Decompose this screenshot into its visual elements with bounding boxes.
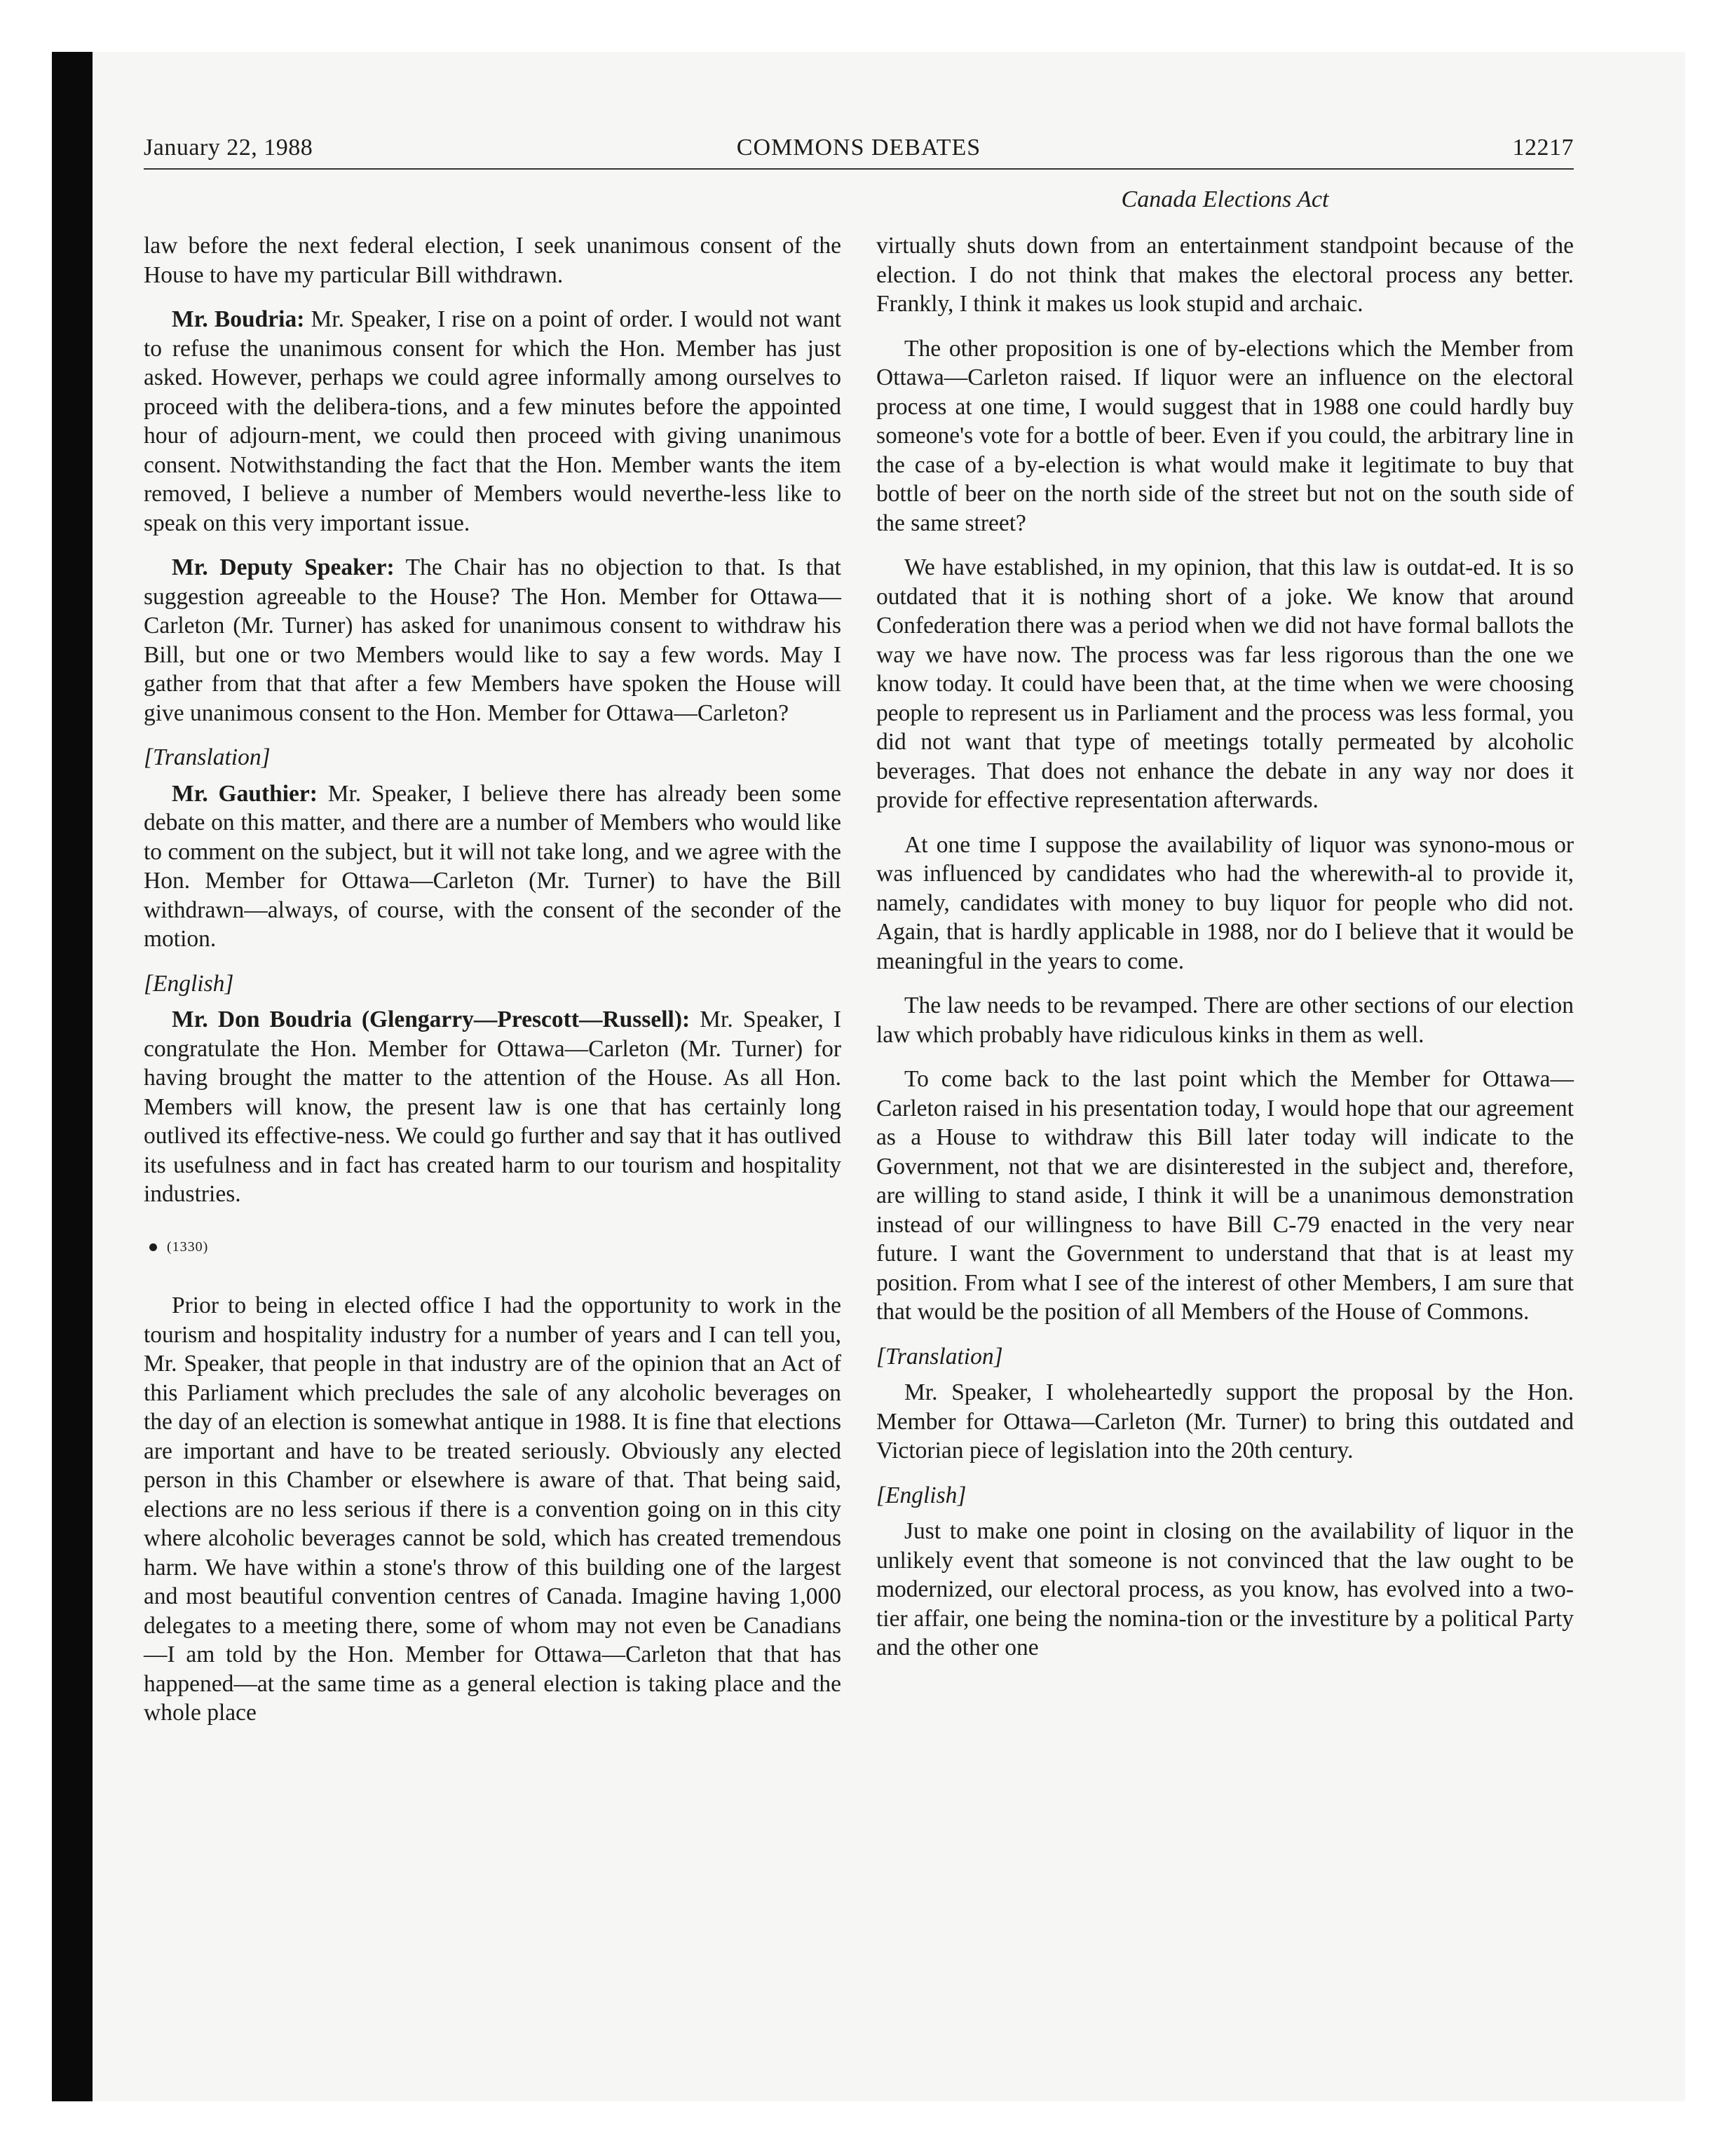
paragraph: The law needs to be revamped. There are other sections of our election law which probably have ridiculous kinks in them as well. [876, 992, 1574, 1048]
paragraph: law before the next federal election, I seek unanimous consent of the House to have my particular Bill withdrawn. [144, 233, 841, 288]
paragraph: virtually shuts down from an entertainment standpoint because of the election. I do not think that makes the electoral process any better. Frankly, I think it makes us look stupid and archaic. [876, 233, 1574, 317]
speaker-name: Mr. Gauthier: [172, 780, 318, 807]
subject-heading: Canada Elections Act [1121, 186, 1329, 212]
header-rule [144, 168, 1574, 170]
time-marker [144, 1233, 841, 1262]
language-tag-text: [Translation] [876, 1343, 1003, 1370]
language-tag [876, 1481, 1574, 1510]
speaker-name: Mr. Don Boudria (Glengarry—Prescott—Russell): [172, 1007, 690, 1032]
header-journal-title: COMMONS DEBATES [736, 135, 981, 161]
speaker-name: Mr. Deputy Speaker: [172, 554, 395, 580]
paragraph: Mr. Speaker, I wholeheartedly support the proposal by the Hon. Member for Ottawa—Carleton (Mr. Turner) to bring this outdated and Victorian piece of legislation into the 20th century. [876, 1379, 1574, 1464]
language-tag [876, 1342, 1574, 1372]
paragraph: At one time I suppose the availability of liquor was synono-mous or was influenced by candidates who had the wherewith-al to provide it, namely, candidates with money to buy liquor for people who did not. Again, that is hardly applicable in 1988, nor do I believe that it would be meaningful in the years to come. [876, 831, 1574, 974]
paragraph: The other proposition is one of by-elections which the Member from Ottawa—Carleton raised. If liquor were an influence on the electoral process at one time, I would suggest that in 1988 one could hardly buy someone's vote for a bottle of beer. Even if you could, the arbitrary line in the case of a by-election is what would make it legitimate to buy that bottle of beer on the north side of the street but not on the south side of the same street? [876, 335, 1574, 536]
bullet-icon [149, 1243, 157, 1251]
paragraph: Prior to being in elected office I had the opportunity to work in the tourism and hospitality industry for a number of years and I can tell you, Mr. Speaker, that people in that industry are of the opinion that an Act of this Parliament which precludes the sale of any alcoholic beverages on the day of an election is somewhat antique in 1988. It is fine that elections are important and have to be treated seriously. Obviously any elected person in this Chamber or elsewhere is aware of that. That being said, elections are no less serious if there is a convention going on in this city where alcoholic beverages cannot be sold, which has created tremendous harm. We have within a stone's throw of this building one of the largest and most beautiful convention centres of Canada. Imagine having 1,000 delegates to a meeting there, some of whom may not even be Canadians—I am told by the Hon. Member for Ottawa—Carleton that that has happened—at the same time as a general election is taking place and the whole place [144, 1292, 841, 1726]
binding-shadow [52, 52, 93, 2101]
paragraph [144, 305, 841, 538]
language-tag [144, 969, 841, 999]
language-tag-text: [Translation] [144, 744, 271, 770]
paragraph: Just to make one point in closing on the availability of liquor in the unlikely event that someone is not convinced that the law ought to be modernized, our electoral process, as you know, has evolved into a two-tier affair, one being the nomina-tion or the investiture by a political Party and the other one [876, 1518, 1574, 1660]
paragraph [144, 553, 841, 728]
paragraph: We have established, in my opinion, that this law is outdat-ed. It is so outdated that it is nothing short of a joke. We know that around Confederation there was a period when we did not have formal ballots the way we have now. The process was far less rigorous than the one we know today. It could have been that, at the time when we were choosing people to represent us in Parliament and the process was less formal, you did not want that type of meetings totally permeated by alcoholic beverages. That does not enhance the debate in any way nor does it provide for effective representation afterwards. [876, 554, 1574, 813]
speech-text: Mr. Speaker, I rise on a point of order. I would not want to refuse the unanimous consent for which the Hon. Member has just asked. However, perhaps we could agree informally among ourselves to proceed with the delibera-tions, and a few minutes before the appointed hour of adjourn-ment, we could then proceed with giving unanimous consent. Notwithstanding the fact that the Hon. Member wants the item removed, I believe a number of Members would neverthe-less like to speak on this very important issue. [144, 306, 841, 536]
left-column [144, 231, 841, 1743]
paragraph: To come back to the last point which the Member for Ottawa—Carleton raised in his presentation today, I would hope that our agreement as a House to withdraw this Bill later today will indicate to the Government, not that we are disinterested in the subject and, therefore, are willing to stand aside, I think it will be a unanimous demonstration instead of our willingness to have Bill C-79 enacted in the very near future. I want the Government to understand that that is at least my position. From what I see of the interest of other Members, I am sure that that would be the position of all Members of the House of Commons. [876, 1066, 1574, 1325]
speech-text: The Chair has no objection to that. Is that suggestion agreeable to the House? The Hon. Member for Ottawa—Carleton (Mr. Turner) has asked for unanimous consent to withdraw his Bill, but one or two Members would like to say a few words. May I gather from that that after a few Members have spoken the House will give unanimous consent to the Hon. Member for Ottawa—Carleton? [144, 554, 841, 726]
speech-text: Mr. Speaker, I believe there has already been some debate on this matter, and there are a number of Members who would like to comment on the subject, but it will not take long, and we agree with the Hon. Member for Ottawa—Carleton (Mr. Turner) to have the Bill withdrawn—always, of course, with the consent of the seconder of the motion. [144, 780, 841, 952]
language-tag-text: [English] [144, 970, 234, 997]
speech-text: Mr. Speaker, I congratulate the Hon. Member for Ottawa—Carleton (Mr. Turner) for having brought the matter to the attention of the House. As all Hon. Members will know, the present law is one that has certainly long outlived its effective-ness. We could go further and say that it has outlived its usefulness and in fact has created harm to our tourism and hospitality industries. [144, 1007, 841, 1207]
right-column [876, 231, 1574, 1678]
language-tag [144, 743, 841, 772]
language-tag-text: [English] [876, 1482, 967, 1508]
paragraph [144, 779, 841, 954]
header-page-number: 12217 [1512, 135, 1574, 161]
speaker-name: Mr. Boudria: [172, 306, 305, 332]
header-date: January 22, 1988 [144, 135, 313, 161]
time-marker-text: (1330) [167, 1239, 209, 1255]
running-header [144, 135, 1574, 170]
paragraph [144, 1005, 841, 1209]
